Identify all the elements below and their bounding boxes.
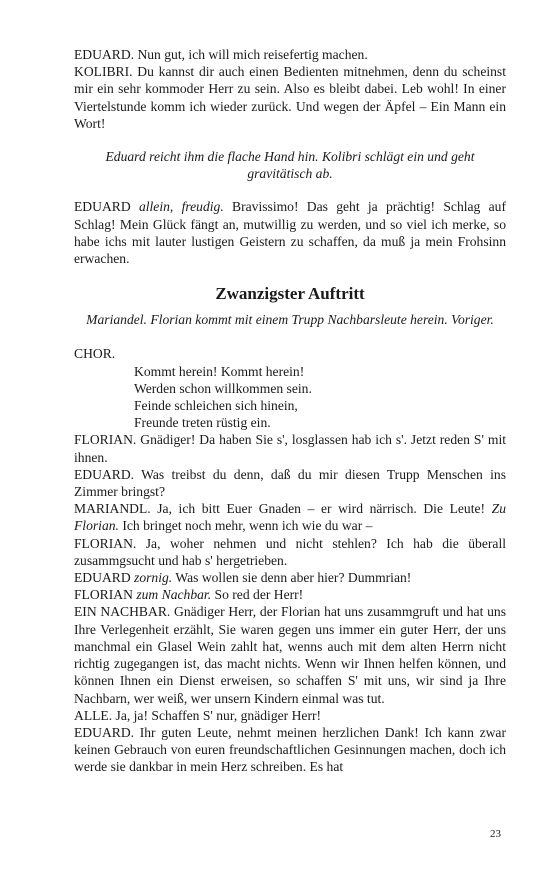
speaker: FLORIAN. [74, 535, 137, 551]
stage-direction-2: Mariandel. Florian kommt mit einem Trupp Nachbarsleute herein. Voriger. [86, 312, 494, 328]
line-text: Ja, woher nehmen und nicht stehlen? Ich hab die überall zusammgsucht und hab s' hergetrieben. [74, 535, 506, 568]
verse-line: Werden schon willkommen sein. [134, 380, 312, 396]
dialogue-nachbar [74, 603, 506, 706]
chorus-label: CHOR. [74, 346, 116, 362]
dialogue-eduard-3 [74, 466, 506, 500]
dialogue-kolibri [74, 63, 506, 132]
line-text: Ja, ja! Schaffen S' nur, gnädiger Herr! [112, 707, 322, 723]
verse-line: Kommt herein! Kommt herein! [134, 363, 305, 379]
line-text: So red der Herr! [211, 587, 304, 603]
inline-direction: allein, freudig. [138, 199, 224, 215]
speaker: EDUARD. [74, 466, 135, 482]
scene-title: Zwanzigster Auftritt [215, 284, 365, 304]
text-column [74, 46, 506, 776]
dialogue-eduard-4 [74, 569, 506, 586]
speaker: EDUARD. [74, 724, 135, 740]
dialogue-eduard-2 [74, 198, 506, 267]
page-number: 23 [490, 828, 501, 840]
line-text: Du kannst dir auch einen Bedienten mitnehmen, denn du scheinst mir ein sehr kommoder Herr zu sein. Also es bleibt dabei. Leb wohl! In einer Viertelstunde komm ich wieder zurück. Und wegen der Äpfel – Ein Mann ein Wort! [74, 64, 506, 131]
line-text: Bravissimo! Das geht ja prächtig! Schlag auf Schlag! Mein Glück fängt an, mutwillig zu werden, und so viel ich merke, so habe ichs mit lauter lustigen Geistern zu schaffen, da muß ja mein Frohsinn erwachen. [74, 199, 506, 267]
spacer [74, 267, 506, 283]
speaker: ALLE. [74, 707, 113, 723]
line-text: Nun gut, ich will mich reisefertig machen. [134, 47, 368, 62]
line-text: Ihr guten Leute, nehmt meinen herzlichen Dank! Ich kann zwar keinen Gebrauch von euren freundschaftlichen Gesinnungen machen, doch ich werde sie dankbar in mein Herz schreiben. Es hat [74, 724, 506, 775]
line-text: Was wollen sie denn aber hier? Dummrian! [172, 570, 412, 586]
dialogue-eduard-5 [74, 724, 506, 776]
speaker: EDUARD [74, 199, 131, 215]
speaker: FLORIAN [74, 587, 133, 603]
inline-direction: Zu Florian. [74, 501, 506, 534]
line-text: Gnädiger! Da haben Sie s', losglassen hab ich s'. Jetzt reden S' mit ihnen. [74, 432, 506, 465]
verse-line: Feinde schleichen sich hinein, [134, 398, 298, 414]
stage-direction-1: Eduard reicht ihm die flache Hand hin. Kolibri schlägt ein und geht gravitätisch ab. [105, 149, 475, 182]
inline-direction: zum Nachbar. [136, 587, 212, 603]
dialogue-mariandl [74, 500, 506, 534]
dialogue-florian-3 [74, 586, 506, 603]
speaker: EIN NACHBAR. [74, 604, 171, 620]
spacer [74, 132, 506, 148]
line-text: Ja, ich bitt Euer Gnaden – er wird närrisch. Die Leute! [150, 501, 492, 517]
speaker: KOLIBRI. [74, 64, 133, 80]
line-text: Was treibst du denn, daß du mir diesen Trupp Menschen ins Zimmer bringst? [74, 466, 506, 500]
speaker: MARIANDL. [74, 501, 151, 517]
spacer [74, 182, 506, 198]
dialogue-florian-1 [74, 431, 506, 465]
dialogue-alle [74, 707, 506, 724]
line-text: Gnädiger Herr, der Florian hat uns zusammgruft und hat uns Ihre Verlegenheit erzählt, Sie waren gegen uns immer ein guter Herr, der uns manchmal ein Glasel Wein zahlt hat, wenns auch mit dem alten Herrn nicht richtig zugegangen ist, das macht nichts. Wenn wir Ihnen helfen können, und können Ihnen ein Dienst erweisen, so schaffen S' mit uns, wir sind ja Ihre Nachbarn, wer weiß, wer unsern Kindern einmal was tut. [74, 604, 506, 706]
inline-direction: zornig. [134, 570, 173, 586]
dialogue-florian-2 [74, 535, 506, 569]
line-text: Ich bringet noch mehr, wenn ich wie du war – [118, 518, 373, 534]
speaker: EDUARD [74, 570, 131, 586]
speaker: EDUARD. [74, 47, 135, 62]
spacer [74, 328, 506, 345]
dialogue-eduard-1 [74, 46, 506, 63]
speaker: FLORIAN. [74, 432, 137, 448]
verse-line: Freunde treten rüstig ein. [134, 415, 271, 431]
